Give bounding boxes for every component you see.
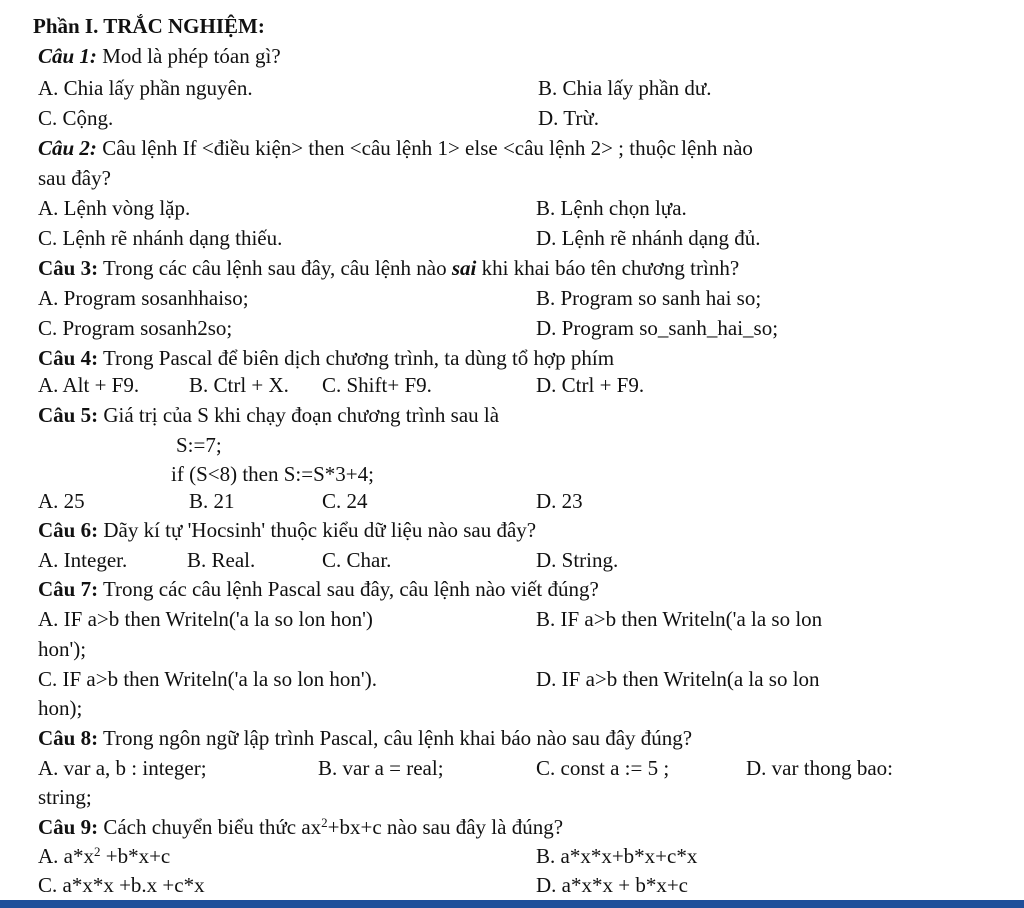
question-9 <box>38 815 563 839</box>
q2-option-d: D. Lệnh rẽ nhánh dạng đủ. <box>536 226 761 250</box>
emphasis-word: sai <box>451 256 477 280</box>
question-label: Câu 5: <box>38 403 99 427</box>
question-label: Câu 8: <box>38 726 99 750</box>
q7-option-a: A. IF a>b then Writeln('a la so lon hon') <box>38 607 373 631</box>
question-2 <box>38 136 753 160</box>
question-label: Câu 6: <box>38 518 99 542</box>
question-text: Câu lệnh If <điều kiện> then <câu lệnh 1> else <câu lệnh 2> ; thuộc lệnh nào <box>96 136 753 160</box>
question-text: Giá trị của S khi chạy đoạn chương trình sau là <box>98 403 500 427</box>
question-label: Câu 7: <box>38 577 99 601</box>
q3-option-d: D. Program so_sanh_hai_so; <box>536 316 779 340</box>
code-line-2: if (S<8) then S:=S*3+4; <box>171 462 374 486</box>
q2-option-a: A. Lệnh vòng lặp. <box>38 196 191 220</box>
q3-option-c: C. Program sosanh2so; <box>38 316 233 340</box>
question-text: Trong các câu lệnh Pascal sau đây, câu lệnh nào viết đúng? <box>98 577 599 601</box>
q7-option-d: D. IF a>b then Writeln(a la so lon <box>536 667 820 691</box>
q7-option-b-continued: hon'); <box>38 637 87 661</box>
question-8 <box>38 726 692 750</box>
question-label: Câu 1: <box>38 44 97 68</box>
question-text-end: +bx+c nào sau đây là đúng? <box>327 815 564 839</box>
question-label: Câu 4: <box>38 346 99 370</box>
question-text-end: khi khai báo tên chương trình? <box>476 256 740 280</box>
question-3 <box>38 256 739 280</box>
q6-option-d: D. String. <box>536 548 619 572</box>
q9-option-b: B. a*x*x+b*x+c*x <box>536 844 698 868</box>
q1-option-b: B. Chia lấy phần dư. <box>538 76 712 100</box>
question-text: Cách chuyển biểu thức ax <box>98 815 322 839</box>
q8-option-a: A. var a, b : integer; <box>38 756 207 780</box>
q3-option-b: B. Program so sanh hai so; <box>536 286 762 310</box>
q9-option-c: C. a*x*x +b.x +c*x <box>38 873 205 897</box>
q1-option-c: C. Cộng. <box>38 106 114 130</box>
q7-option-c: C. IF a>b then Writeln('a la so lon hon'). <box>38 667 377 691</box>
question-text: Trong các câu lệnh sau đây, câu lệnh nào <box>98 256 452 280</box>
option-text: A. a*x <box>38 844 94 868</box>
q6-option-b: B. Real. <box>187 548 256 572</box>
q4-option-a: A. Alt + F9. <box>38 373 140 397</box>
q7-option-d-continued: hon); <box>38 696 83 720</box>
bottom-border <box>0 900 1024 908</box>
q5-option-d: D. 23 <box>536 489 583 513</box>
q8-option-d: D. var thong bao: <box>746 756 893 780</box>
q4-option-b: B. Ctrl + X. <box>189 373 289 397</box>
question-text: Trong Pascal để biên dịch chương trình, ta dùng tổ hợp phím <box>98 346 615 370</box>
question-label: Câu 2: <box>38 136 97 160</box>
q8-option-b: B. var a = real; <box>318 756 444 780</box>
question-4 <box>38 346 614 370</box>
question-text: Dãy kí tự 'Hocsinh' thuộc kiểu dữ liệu nào sau đây? <box>98 518 537 542</box>
question-5 <box>38 403 499 427</box>
q1-option-a: A. Chia lấy phần nguyên. <box>38 76 253 100</box>
q7-option-b: B. IF a>b then Writeln('a la so lon <box>536 607 823 631</box>
option-text-end: +b*x+c <box>100 844 171 868</box>
question-7 <box>38 577 599 601</box>
superscript: 2 <box>94 844 101 859</box>
q9-option-d: D. a*x*x + b*x+c <box>536 873 688 897</box>
q2-option-c: C. Lệnh rẽ nhánh dạng thiếu. <box>38 226 283 250</box>
q5-option-c: C. 24 <box>322 489 368 513</box>
q4-option-d: D. Ctrl + F9. <box>536 373 645 397</box>
q2-option-b: B. Lệnh chọn lựa. <box>536 196 687 220</box>
q8-option-d-continued: string; <box>38 785 92 809</box>
q8-option-c: C. const a := 5 ; <box>536 756 670 780</box>
q4-option-c: C. Shift+ F9. <box>322 373 432 397</box>
question-label: Câu 3: <box>38 256 99 280</box>
q6-option-c: C. Char. <box>322 548 392 572</box>
q5-option-a: A. 25 <box>38 489 85 513</box>
code-line-1: S:=7; <box>176 433 222 457</box>
q5-option-b: B. 21 <box>189 489 235 513</box>
q3-option-a: A. Program sosanhhaiso; <box>38 286 249 310</box>
question-6 <box>38 518 536 542</box>
question-label: Câu 9: <box>38 815 99 839</box>
question-2-continued: sau đây? <box>38 166 111 190</box>
q1-option-d: D. Trừ. <box>538 106 600 130</box>
superscript: 2 <box>321 815 328 830</box>
question-text: Trong ngôn ngữ lập trình Pascal, câu lệnh khai báo nào sau đây đúng? <box>98 726 693 750</box>
section-title: Phần I. TRẮC NGHIỆM: <box>33 14 265 38</box>
question-text: Mod là phép tóan gì? <box>96 44 281 68</box>
question-1 <box>38 44 281 68</box>
q6-option-a: A. Integer. <box>38 548 128 572</box>
q9-option-a <box>38 844 170 868</box>
